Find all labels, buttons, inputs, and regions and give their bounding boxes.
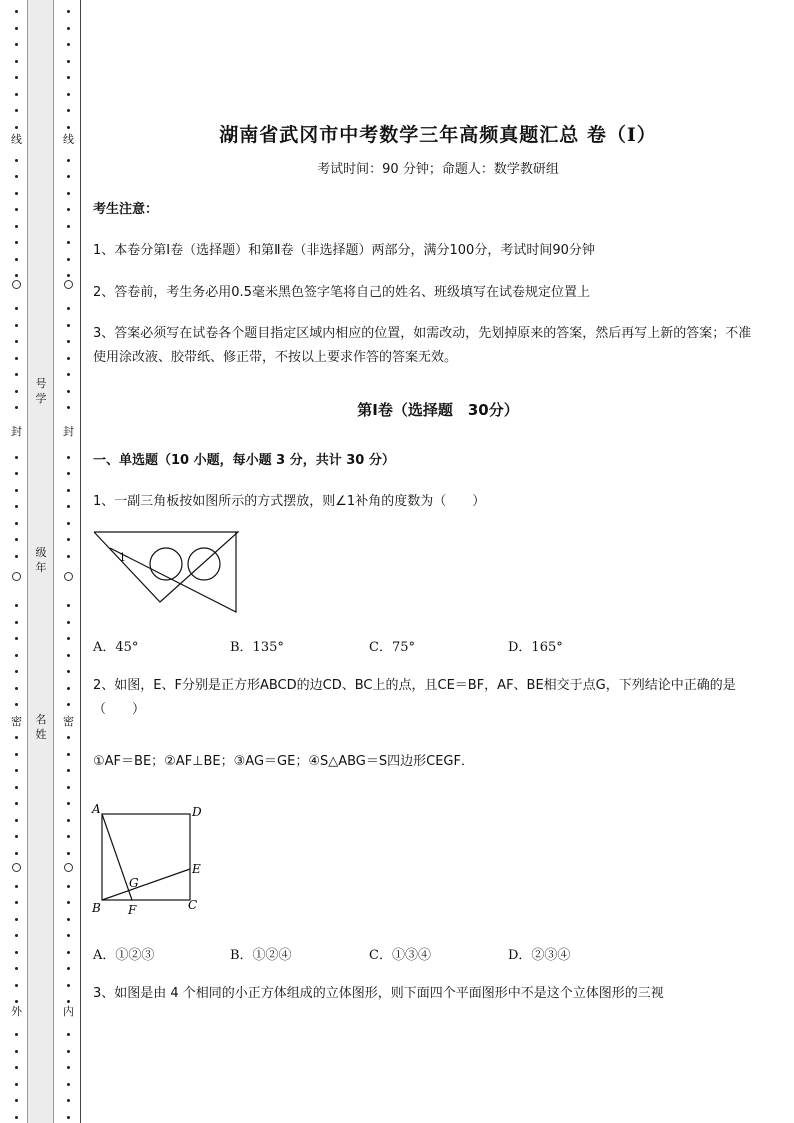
cut-line-dot [15,901,18,904]
cut-line-dot [15,192,18,195]
cut-line-dot [67,456,70,459]
question-3-stem: 3、如图是由 4 个相同的小正方体组成的立体图形，则下面四个平面图形中不是这个立体图形的三视 [93,986,664,1001]
option-d[interactable]: D．165° [508,640,563,655]
cut-line-dot [67,175,70,178]
cut-line-dot [67,472,70,475]
cut-line-dot [67,60,70,63]
option-a[interactable]: A．①②③ [93,948,155,963]
margin-label-seal-right: 封 [63,425,74,438]
cut-line-dot [67,621,70,624]
margin-label-secret-left: 密 [11,715,22,728]
cut-line-dot [15,885,18,888]
cut-line-dot [15,670,18,673]
question-2-figure [88,800,208,920]
cut-line-dot [67,769,70,772]
cut-line-dot [15,687,18,690]
cut-line-dot [15,406,18,409]
point-g-label: G [129,876,139,890]
cut-line-dot [67,1050,70,1053]
cut-line-dot [67,538,70,541]
binding-margin [0,0,82,1123]
angle-1-label: 1 [119,551,126,564]
cut-line-dot [15,456,18,459]
cut-line-dot [67,159,70,162]
cut-line-dot [67,967,70,970]
vertex-c-label: C [188,898,198,912]
cut-line-dot [15,538,18,541]
cut-line-dot [67,373,70,376]
cut-line-dot [67,786,70,789]
exam-info: 考试时间：90 分钟；命题人：数学教研组 [317,162,559,177]
cut-line-dot [15,1066,18,1069]
question-1-stem: 1、一副三角板按如图所示的方式摆放，则∠1补角的度数为（ ） [93,494,486,509]
cut-line-dot [15,819,18,822]
cut-line-dot [67,654,70,657]
cut-line-dot [67,1099,70,1102]
cut-line-dot [67,1116,70,1119]
cut-line-dot [67,802,70,805]
cut-line-dot [67,340,70,343]
binding-hole-icon [64,863,73,872]
binding-hole-icon [12,280,21,289]
cut-line-dot [15,357,18,360]
notice-heading: 考生注意： [93,202,159,217]
point-e-label: E [192,862,201,876]
question-1-figure [92,528,244,616]
cut-line-dot [67,819,70,822]
cut-line-dot [15,43,18,46]
cut-line-dot [67,505,70,508]
cut-line-dot [15,93,18,96]
cut-line-dot [67,835,70,838]
cut-line-dot [15,10,18,13]
cut-line-dot [67,934,70,937]
cut-line-dot [67,10,70,13]
cut-line-dot [15,621,18,624]
cut-line-dot [15,654,18,657]
cut-line-dot [15,1116,18,1119]
point-f-label: F [128,903,137,917]
cut-line-dot [15,736,18,739]
cut-line-dot [67,208,70,211]
field-student-number: 号学 [35,377,47,405]
section-heading: 一、单选题（10 小题，每小题 3 分，共计 30 分） [93,453,395,468]
binding-hole-icon [64,572,73,581]
cut-line-dot [15,967,18,970]
cut-line-dot [67,852,70,855]
cut-line-dot [15,951,18,954]
margin-label-line-right: 线 [63,133,74,146]
cut-line-dot [15,307,18,310]
cut-line-dot [67,43,70,46]
cut-line-dot [15,390,18,393]
field-name: 名姓 [35,713,47,741]
cut-line-dot [67,76,70,79]
cut-line-dot [15,225,18,228]
cut-line-dot [67,258,70,261]
cut-line-dot [15,1083,18,1086]
cut-line-dot [67,753,70,756]
cut-line-dot [15,27,18,30]
cut-line-dot [15,76,18,79]
binding-hole-icon [64,280,73,289]
question-2-conclusions: ①AF＝BE；②AF⊥BE；③AG＝GE；④S△ABG＝S四边形CEGF． [93,754,474,769]
cut-line-dot [67,522,70,525]
cut-line-dot [67,604,70,607]
cut-line-dot [15,918,18,921]
cut-line-dot [67,901,70,904]
cut-line-dot [15,505,18,508]
cut-line-dot [67,406,70,409]
option-b[interactable]: B．①②④ [230,948,292,963]
cut-line-dot [15,753,18,756]
cut-line-dot [67,27,70,30]
cut-line-dot [67,687,70,690]
notice-item: 1、本卷分第Ⅰ卷（选择题）和第Ⅱ卷（非选择题）两部分，满分100分，考试时间90分钟 [93,243,595,258]
cut-line-dot [15,373,18,376]
cut-line-dot [15,241,18,244]
cut-line-dot [67,1000,70,1003]
cut-line-dot [15,802,18,805]
cut-line-dot [67,555,70,558]
cut-line-dot [15,604,18,607]
cut-line-dot [67,1083,70,1086]
cut-line-dot [67,357,70,360]
binding-hole-icon [12,863,21,872]
cut-line-dot [67,324,70,327]
cut-line-dot [15,637,18,640]
cut-line-dot [15,769,18,772]
cut-line-dot [15,258,18,261]
field-grade: 级年 [35,546,47,574]
cut-line-dot [67,885,70,888]
cut-line-dot [15,786,18,789]
cut-line-dot [15,852,18,855]
cut-line-dot [67,951,70,954]
cut-line-dot [67,93,70,96]
margin-label-secret-right: 密 [63,715,74,728]
cut-line-dot [67,489,70,492]
cut-line-dot [67,670,70,673]
cut-line-dot [67,984,70,987]
cut-line-dot [15,1099,18,1102]
page-title: 湖南省武冈市中考数学三年高频真题汇总 卷（Ⅰ） [219,124,657,146]
option-a[interactable]: A．45° [93,640,139,655]
margin-label-line-left: 线 [11,133,22,146]
cut-line-dot [15,1000,18,1003]
cut-line-dot [15,60,18,63]
cut-line-dot [67,109,70,112]
cut-line-dot [15,555,18,558]
cut-line-dot [15,934,18,937]
cut-line-dot [15,472,18,475]
cut-line-dot [67,241,70,244]
margin-label-inner: 内 [63,1005,74,1018]
cut-line-dot [67,736,70,739]
cut-line-dot [67,390,70,393]
cut-line-dot [15,126,18,129]
cut-line-dot [67,1066,70,1069]
cut-line-dot [15,489,18,492]
vertex-a-label: A [92,802,101,816]
cut-line-dot [15,522,18,525]
cut-line-dot [15,1050,18,1053]
binding-hole-icon [12,572,21,581]
cut-line-dot [67,918,70,921]
cut-line-dot [15,208,18,211]
cut-line-dot [67,637,70,640]
vertex-d-label: D [192,805,202,819]
cut-line-dot [15,703,18,706]
cut-line-dot [67,126,70,129]
cut-line-dot [15,340,18,343]
cut-line-dot [15,984,18,987]
cut-line-dot [15,175,18,178]
cut-line-dot [15,109,18,112]
question-2-stem: 2、如图，E、F分别是正方形ABCD的边CD、BC上的点，且CE＝BF，AF、BE相交于点G，下列结论中正确的是（ ） [93,678,736,717]
cut-line-dot [67,225,70,228]
notice-item: 3、答案必须写在试卷各个题目指定区域内相应的位置，如需改动，先划掉原来的答案，然后再写上新的答案；不准使用涂改液、胶带纸、修正带，不按以上要求作答的答案无效。 [93,326,752,365]
cut-line-dot [67,703,70,706]
margin-label-outer: 外 [11,1005,22,1018]
notice-item: 2、答卷前，考生务必用0.5毫米黑色签字笔将自己的姓名、班级填写在试卷规定位置上 [93,285,590,300]
cut-line-dot [15,1033,18,1036]
cut-line-dot [15,159,18,162]
cut-line-dot [15,324,18,327]
margin-label-seal-left: 封 [11,425,22,438]
cut-line-dot [67,274,70,277]
cut-line-dot [15,835,18,838]
cut-line-dot [67,1033,70,1036]
cut-line-dot [15,274,18,277]
option-c[interactable]: C．①③④ [369,948,431,963]
part-title: 第Ⅰ卷（选择题 30分） [357,401,519,419]
option-b[interactable]: B．135° [230,640,284,655]
option-c[interactable]: C．75° [369,640,415,655]
vertex-b-label: B [92,901,101,915]
cut-line-dot [67,192,70,195]
option-d[interactable]: D．②③④ [508,948,571,963]
cut-line-dot [67,307,70,310]
margin-rule [80,0,81,1123]
